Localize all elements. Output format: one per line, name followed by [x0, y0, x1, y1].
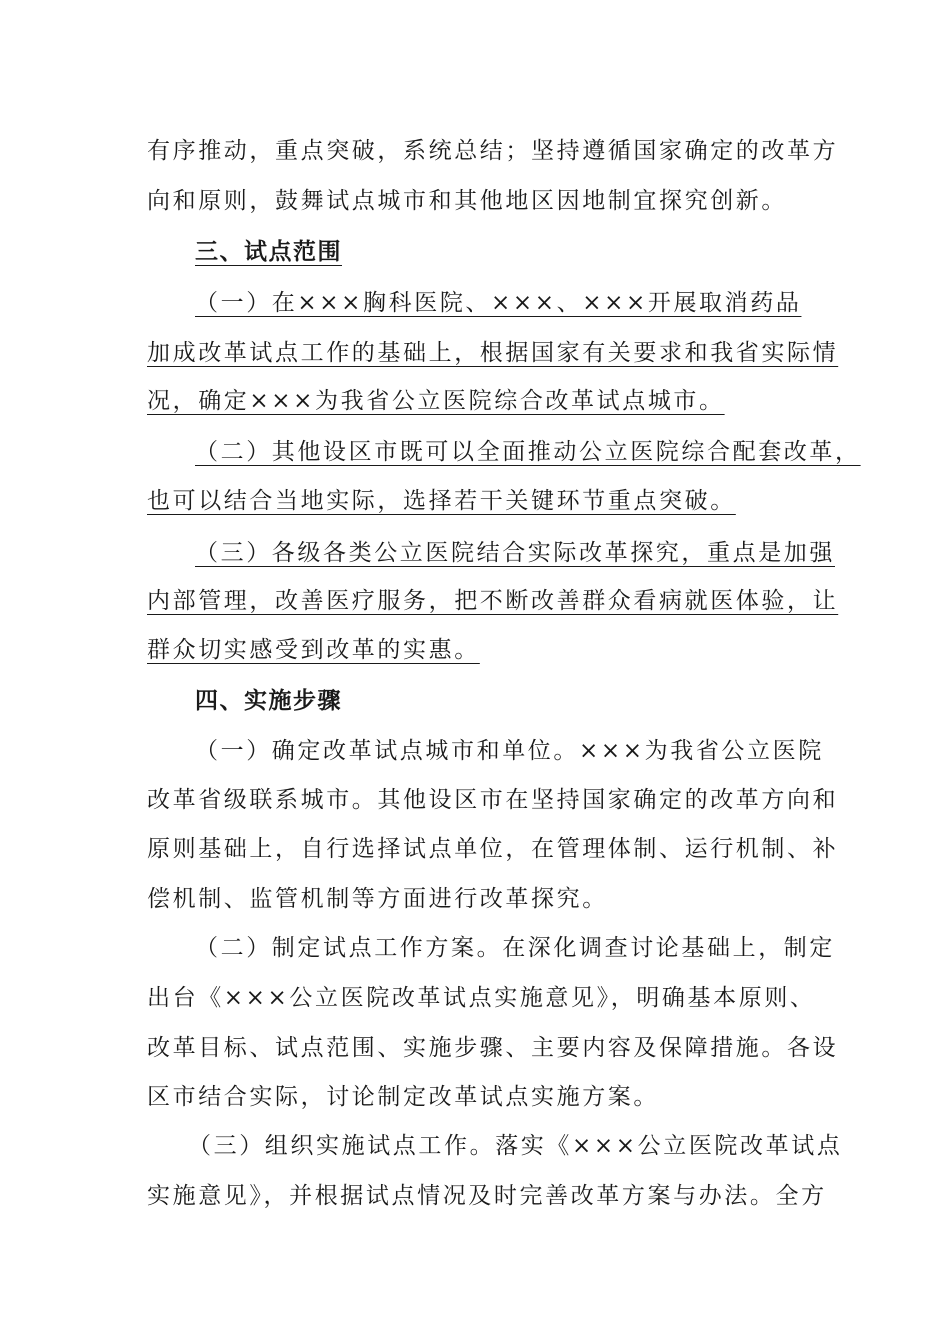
- section-heading-steps: 四、实施步骤: [195, 688, 342, 714]
- scope-p2-line-1: （二）其他设区市既可以全面推动公立医院综合配套改革，: [195, 439, 861, 465]
- steps-p2-line-4: 区市结合实际，讨论制定改革试点实施方案。: [147, 1084, 659, 1110]
- scope-p1-line-2: 加成改革试点工作的基础上，根据国家有关要求和我省实际情: [147, 340, 839, 366]
- scope-p2-line-2: 也可以结合当地实际，选择若干关键环节重点突破。: [147, 488, 736, 514]
- steps-p2-line-2: 出台《×××公立医院改革试点实施意见》，明确基本原则、: [147, 985, 816, 1011]
- steps-p3-line-2: 实施意见》，并根据试点情况及时完善改革方案与办法。全方: [147, 1183, 827, 1209]
- steps-p1-line-1: （一）确定改革试点城市和单位。×××为我省公立医院: [195, 738, 824, 764]
- section-heading-scope: 三、试点范围: [195, 239, 342, 265]
- steps-p2-line-1: （二）制定试点工作方案。在深化调查讨论基础上，制定: [195, 935, 835, 961]
- steps-p3-line-1: （三）组织实施试点工作。落实《×××公立医院改革试点: [188, 1133, 843, 1159]
- steps-p1-line-2: 改革省级联系城市。其他设区市在坚持国家确定的改革方向和: [147, 787, 839, 813]
- scope-p3-line-3: 群众切实感受到改革的实惠。: [147, 637, 480, 663]
- steps-p2-line-3: 改革目标、试点范围、实施步骤、主要内容及保障措施。各设: [147, 1035, 839, 1061]
- steps-p1-line-3: 原则基础上，自行选择试点单位，在管理体制、运行机制、补: [147, 836, 839, 862]
- steps-p1-line-4: 偿机制、监管机制等方面进行改革探究。: [147, 886, 608, 912]
- scope-p1-line-1: （一）在×××胸科医院、×××、×××开展取消药品: [195, 290, 802, 316]
- intro-line-1: 有序推动，重点突破，系统总结；坚持遵循国家确定的改革方: [147, 138, 839, 164]
- scope-p1-line-3: 况，确定×××为我省公立医院综合改革试点城市。: [147, 388, 725, 414]
- scope-p3-line-2: 内部管理，改善医疗服务，把不断改善群众看病就医体验，让: [147, 588, 839, 614]
- scope-p3-line-1: （三）各级各类公立医院结合实际改革探究，重点是加强: [195, 540, 835, 566]
- intro-line-2: 向和原则，鼓舞试点城市和其他地区因地制宜探究创新。: [147, 188, 787, 214]
